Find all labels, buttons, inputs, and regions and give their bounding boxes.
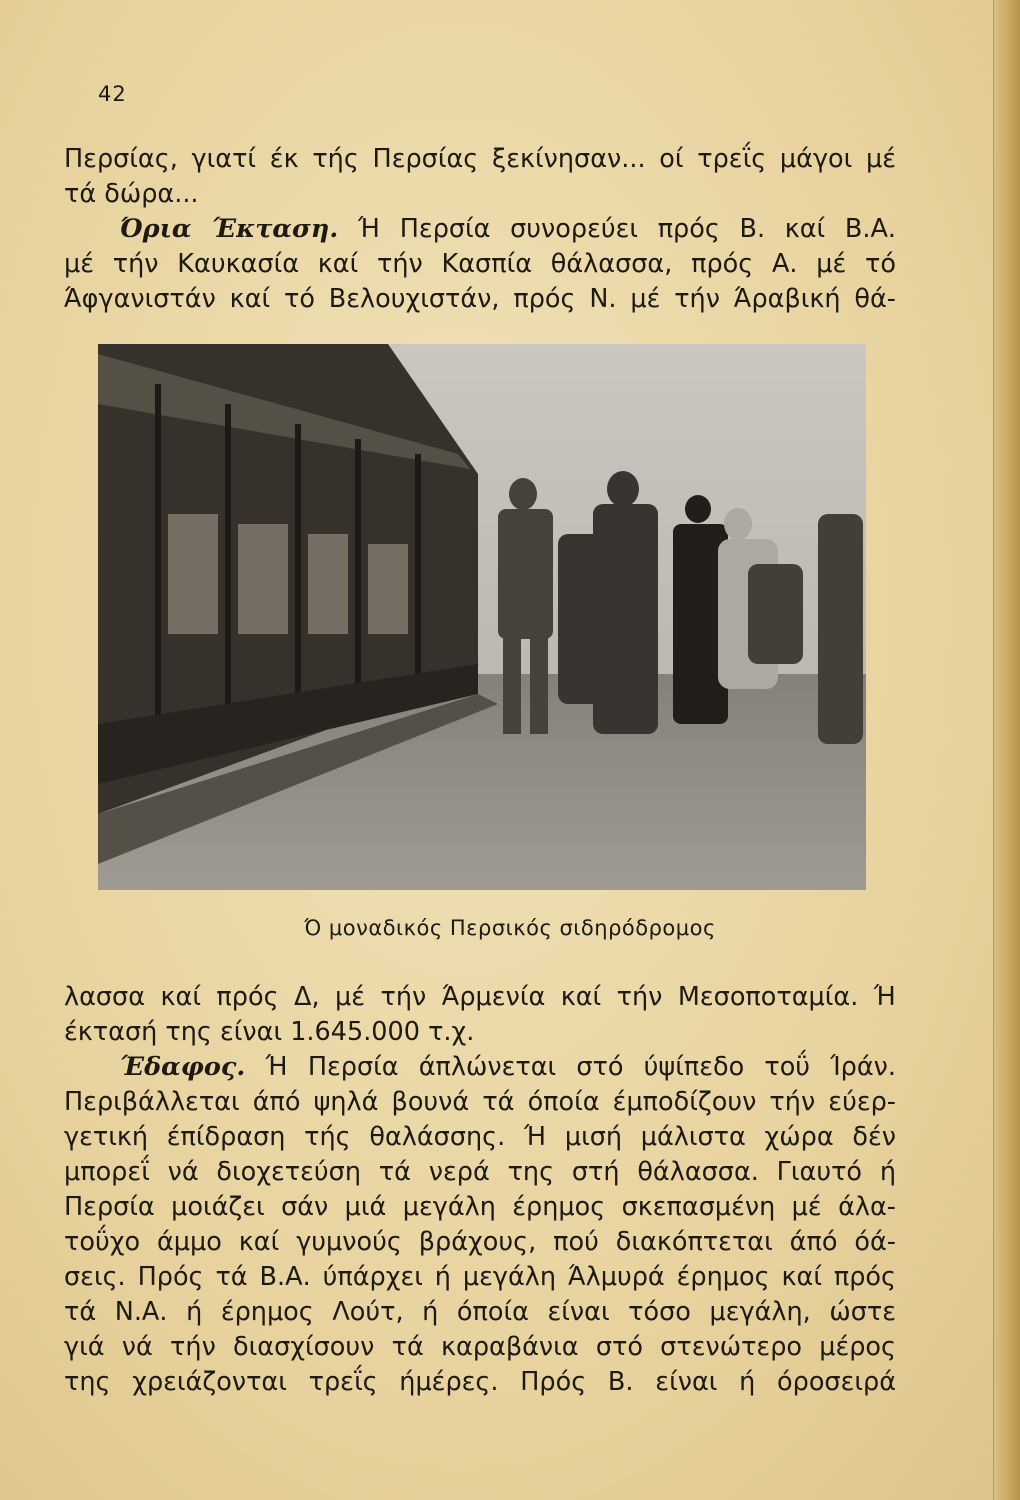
text-line: Περσία μοιάζει σάν μιά μεγάλη έρημος σκεπασμένη μέ άλα- bbox=[64, 1192, 896, 1222]
railway-photograph bbox=[98, 344, 866, 890]
top-paragraph bbox=[64, 142, 896, 317]
text-line: σεις. Πρός τά Β.Α. ύπάρχει ή μεγάλη Άλμυρά έρημος καί πρός bbox=[64, 1262, 896, 1292]
text-line: έκτασή της είναι 1.645.000 τ.χ. bbox=[64, 1017, 475, 1047]
railway-photo-image bbox=[98, 344, 866, 890]
text-line: λασσα καί πρός Δ, μέ τήν Άρμενία καί τήν Μεσοποταμία. Ή bbox=[64, 982, 896, 1012]
text-line: μπορεΐ νά διοχετεύση τά νερά της στή θάλασσα. Γιαυτό ή bbox=[64, 1157, 896, 1187]
text-line: γετική έπίδραση τής θαλάσσης. Ή μισή μάλιστα χώρα δέν bbox=[64, 1122, 896, 1152]
figure-caption: Ό μοναδικός Περσικός σιδηρόδρομος bbox=[304, 916, 716, 940]
page-edge bbox=[993, 0, 1020, 1500]
section-heading-terrain: Έδαφος. bbox=[120, 1052, 246, 1082]
page-number: 42 bbox=[98, 82, 127, 106]
text-line bbox=[64, 1050, 896, 1085]
text-line: Περσίας, γιατί έκ τής Περσίας ξεκίνησαν... οί τρεΐς μάγοι μέ bbox=[64, 144, 896, 174]
line-text: Ή Περσία συνορεύει πρός Β. καί Β.Α. bbox=[338, 214, 896, 244]
text-line: γιά νά τήν διασχίσουν τά καραβάνια στό στενώτερο μέρος bbox=[64, 1332, 896, 1362]
section-heading-borders: Όρια Έκταση. bbox=[120, 214, 339, 244]
text-line: τά δώρα... bbox=[64, 179, 199, 209]
text-line: της χρειάζονται τρεΐς ήμέρες. Πρός Β. είναι ή όροσειρά bbox=[64, 1367, 896, 1397]
text-line: μέ τήν Καυκασία καί τήν Κασπία θάλασσα, πρός Α. μέ τό bbox=[64, 249, 896, 279]
bottom-paragraph bbox=[64, 980, 896, 1400]
text-line: Περιβάλλεται άπό ψηλά βουνά τά όποία έμποδίζουν τήν εύερ- bbox=[64, 1087, 896, 1117]
text-line: τοΰχο άμμο καί γυμνούς βράχους, πού διακόπτεται άπό όά- bbox=[64, 1227, 896, 1257]
text-line bbox=[64, 212, 896, 247]
text-line: τά Ν.Α. ή έρημος Λούτ, ή όποία είναι τόσο μεγάλη, ώστε bbox=[64, 1297, 896, 1327]
text-line: Άφγανιστάν καί τό Βελουχιστάν, πρός Ν. μέ τήν Άραβική θά- bbox=[64, 284, 896, 314]
line-text: Ή Περσία άπλώνεται στό ύψίπεδο τοΰ Ίράν. bbox=[245, 1052, 896, 1082]
